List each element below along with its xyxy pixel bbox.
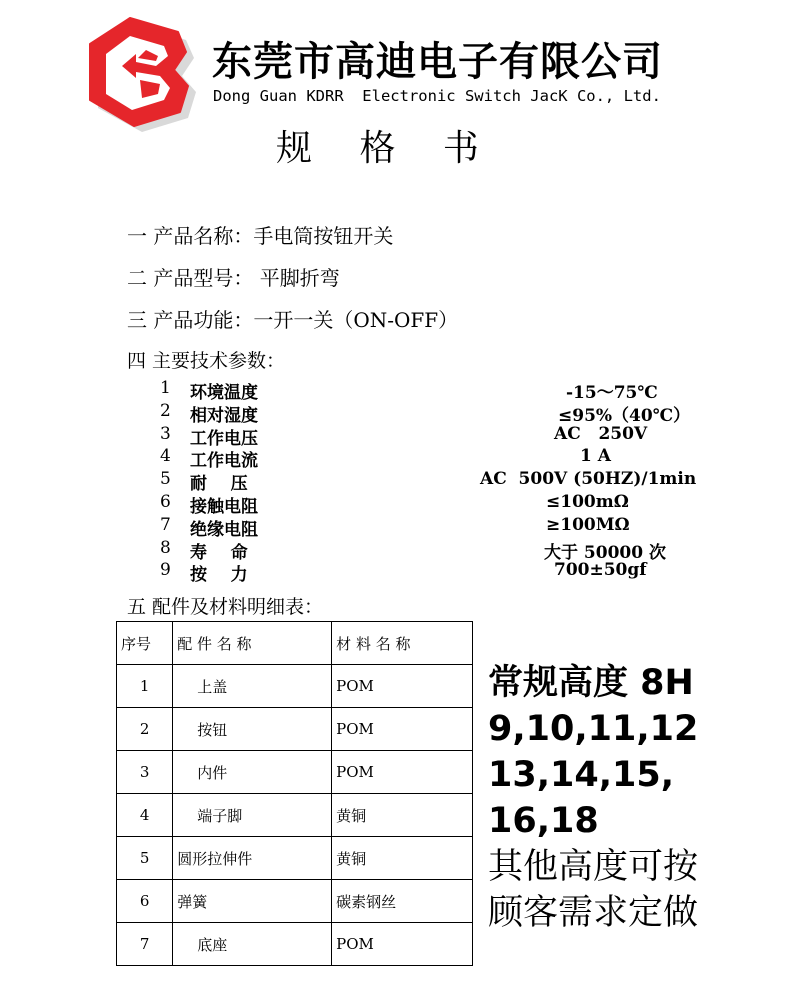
cell-material: 黄铜	[332, 837, 473, 880]
param-row	[160, 538, 700, 561]
cell-material: POM	[332, 923, 473, 966]
company-name-cn: 东莞市高迪电子有限公司	[212, 39, 663, 85]
cell-material: 黄铜	[332, 794, 473, 837]
param-number: 2	[160, 400, 171, 421]
param-name: 接触电阻	[190, 496, 258, 517]
param-number: 9	[160, 560, 171, 581]
cell-no: 2	[117, 708, 173, 751]
param-value: 700±50gf	[554, 560, 647, 581]
param-row	[160, 515, 700, 538]
table-row	[117, 923, 473, 966]
param-row	[160, 492, 700, 515]
param-number: 7	[160, 514, 171, 535]
cell-material: POM	[332, 708, 473, 751]
column-header-no: 序号	[117, 622, 173, 665]
cell-no: 1	[117, 665, 173, 708]
kdrr-logo-icon	[86, 14, 198, 132]
section-product-name: 一 产品名称：手电筒按钮开关	[127, 224, 394, 248]
cell-part: 上盖	[173, 665, 332, 708]
cell-no: 3	[117, 751, 173, 794]
height-options-note	[488, 660, 698, 936]
param-row	[160, 560, 700, 586]
cell-no: 6	[117, 880, 173, 923]
section-product-model: 二 产品型号： 平脚折弯	[127, 266, 340, 290]
note-line: 其他高度可按	[488, 847, 699, 887]
section-product-function: 三 产品功能：一开一关（ON-OFF）	[127, 308, 459, 332]
table-row	[117, 880, 473, 923]
param-name: 绝缘电阻	[190, 519, 258, 540]
param-number: 4	[160, 446, 171, 467]
section-tech-params: 四 主要技术参数：	[127, 350, 286, 372]
param-value: 1 A	[580, 446, 611, 467]
column-header-material: 材 料 名 称	[332, 622, 473, 665]
param-value: ≤100mΩ	[546, 491, 629, 512]
cell-no: 5	[117, 837, 173, 880]
param-name: 耐 压	[190, 474, 248, 495]
parts-table	[116, 621, 473, 966]
param-value: -15～75℃	[566, 383, 658, 403]
table-row	[117, 665, 473, 708]
param-number: 1	[160, 378, 171, 398]
param-name: 环境温度	[190, 383, 258, 403]
param-row	[160, 446, 700, 472]
param-name: 寿 命	[190, 542, 248, 563]
table-row	[117, 837, 473, 880]
table-row	[117, 751, 473, 794]
cell-part: 按钮	[173, 708, 332, 751]
cell-part: 圆形拉伸件	[173, 837, 332, 880]
param-name: 工作电压	[190, 428, 258, 449]
param-row	[160, 424, 700, 447]
param-row	[160, 401, 700, 424]
cell-part: 底座	[173, 923, 332, 966]
table-header-row	[117, 622, 473, 665]
param-number: 3	[160, 423, 171, 444]
cell-part: 端子脚	[173, 794, 332, 837]
param-row	[160, 469, 700, 495]
note-line: 16,18	[488, 801, 599, 841]
param-row	[160, 378, 700, 401]
note-line: 13,14,15,	[488, 755, 675, 795]
cell-material: 碳素钢丝	[332, 880, 473, 923]
param-value: ≤95%（40℃）	[558, 405, 691, 426]
param-value: ≥100MΩ	[546, 514, 630, 535]
cell-material: POM	[332, 751, 473, 794]
table-row	[117, 794, 473, 837]
column-header-part: 配 件 名 称	[173, 622, 332, 665]
note-line: 常规高度 8H	[488, 663, 694, 703]
cell-part: 内件	[173, 751, 332, 794]
cell-part: 弹簧	[173, 880, 332, 923]
param-name: 相对湿度	[190, 405, 258, 426]
company-name-en: Dong Guan KDRR Electronic Switch JacK Co., Ltd.	[213, 87, 661, 105]
param-value: 大于 50000 次	[544, 542, 666, 563]
cell-material: POM	[332, 665, 473, 708]
parts-table-title: 五 配件及材料明细表：	[127, 596, 324, 618]
param-number: 8	[160, 537, 171, 558]
note-line: 顾客需求定做	[488, 893, 699, 933]
cell-no: 7	[117, 923, 173, 966]
note-line: 9,10,11,12	[488, 709, 699, 749]
document-title: 规 格 书	[276, 128, 497, 169]
param-value: AC 250V	[554, 423, 648, 444]
param-name: 按 力	[190, 565, 248, 586]
table-row	[117, 708, 473, 751]
tech-params-list	[160, 378, 700, 586]
param-number: 5	[160, 469, 171, 490]
cell-no: 4	[117, 794, 173, 837]
param-number: 6	[160, 491, 171, 512]
param-value: AC 500V (50HZ)/1min	[480, 469, 697, 490]
param-name: 工作电流	[190, 451, 258, 472]
